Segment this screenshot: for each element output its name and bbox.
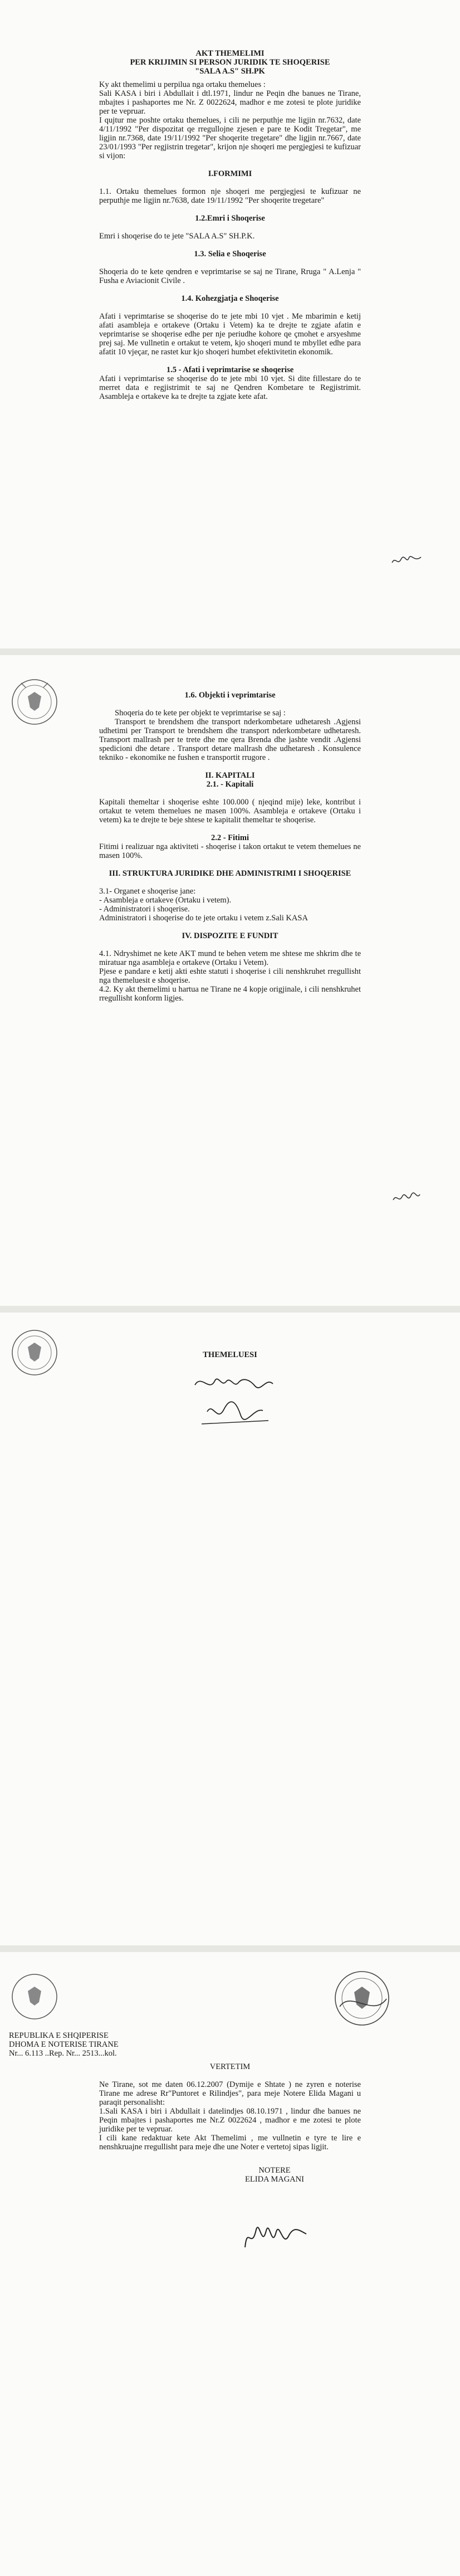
notary-chamber: DHOMA E NOTERISE TIRANE [9,2040,119,2049]
section-struktura-item: 3.1- Organet e shoqerise jane: [99,887,196,896]
section-dispozite-text-3: 4.2. Ky akt themelimi u hartua ne Tirane ne 4 kopje origjinale, i cili nenshkruhet rregullisht konform ligjes. [99,985,361,1003]
section-kapitali-heading: II. KAPITALI [205,771,255,780]
section-afati-heading: 1.5 - Afati i veprimtarise se shoqerise [166,365,294,374]
page1-initials-signature [390,552,423,571]
notary-republic: REPUBLIKA E SHQIPERISE [9,2031,109,2040]
notary-reg-number: Nr... 6.113 ..Rep. Nr... 2513...kol. [9,2049,117,2058]
section-emri-heading: 1.2.Emri i Shoqerise [195,214,265,223]
seal-stamp [9,1970,60,2023]
section-fitimi-heading: 2.2 - Fitimi [211,833,249,842]
section-struktura-heading: III. STRUKTURA JURIDIKE DHE ADMINISTRIMI I SHOQERISE [109,869,351,878]
section-dispozite-heading: IV. DISPOZITE E FUNDIT [182,931,278,940]
page-separator [0,648,460,655]
section-kohezgjatja-text: Afati i veprimtarise se shoqerise do te jete mbi 10 vjet . Me mbarimin e ketij afati asambleja e ortakeve (Ortaku i Vetem) ka te drejte te zgjate afatin e veprimtarise se shoqerise edhe per nje periudhe kohore qe çmohet e arsyeshme prej saj. Me vullnetin e ortakut te vetem, kjo shoqeri mund te mbyllet edhe para afatit 10 vjeçar, ne rastet kur kjo shoqeri humbet efektivitetin ekonomik. [99,312,361,357]
section-formimi-text: 1.1. Ortaku themelues formon nje shoqeri me pergjegjesi te kufizuar ne perputhje me ligjin nr.7638, date 19/11/1992 "Per shoqerite tregetare" [99,187,361,205]
verification-heading: VERTETIM [209,2062,251,2071]
notary-title: NOTERE [258,2166,291,2175]
founders-label: THEMELUESI [203,1350,257,1359]
title-line-1: AKT THEMELIMI [195,49,265,58]
title-line-3: "SALA A.S" SH.PK [195,67,265,76]
notary-signature [239,2214,312,2261]
verification-closing: I cili kane redaktuar kete Akt Themelimi , me vullnetin e tyre te lire e nenshkruajne rregullisht para meje dhe une Noter e vertetoj sipas ligjit. [99,2134,361,2151]
section-objekti-heading: 1.6. Objekti i veprimtarise [184,691,276,700]
page1-body [99,80,361,401]
intro-text: Ky akt themelimi u perpilua nga ortaku themelues : [99,80,266,89]
section-formimi-heading: I.FORMIMI [208,169,252,178]
section-emri-text: Emri i shoqerise do te jete "SALA A.S" SH.P.K. [99,232,255,241]
page2-body [99,691,361,1003]
verification-person: 1.Sali KASA i biri i Abdullait i datelindjes 08.10.1971 , lindur dhe banues ne Peqin mbajtes i pashaportes me Nr.Z 0022624 , madhor e me zotesi te plote juridike per te vepruar. [99,2107,361,2134]
page-separator [0,1306,460,1313]
section-objekti-intro: Shoqeria do te kete per objekt te veprimtarise se saj : [115,709,286,718]
title-block [0,49,460,76]
notary-name: ELIDA MAGANI [245,2175,304,2184]
section-afati-text: Afati i veprimtarise se shoqerise do te jete mbi 10 vjet. Si dite fillestare do te merret data e regjistrimit te saj ne Qendren Kombetare te Regjistrimit. Asambleja e ortakeve ka te drejte ta zgjate kete afat. [99,374,361,401]
section-fitimi-text: Fitimi i realizuar nga aktiviteti - shoqerise i takon ortakut te vetem themelues ne masen 100%. [99,842,361,860]
section-objekti-text: Transport te brendshem dhe transport nderkombetare udhetaresh .Agjensi udhetimi per Transport te brendshem dhe transport nderkombetare udhetaresh. Transport mallrash per te trete dhe me qera Brenda dhe jashte vendit .Agjensi spedicioni dhe detare . Transport detare mallrash dhe udhetaresh . Konsulence tekniko - ekonomike ne fushen e transportit rrugore . [99,718,361,762]
document-page-1 [0,0,460,648]
verification-text: Ne Tirane, sot me daten 06.12.2007 (Dymije e Shtate ) ne zyren e noterise Tirane me adrese Rr"Puntoret e Rilindjes", para meje Notere Elida Magani u paraqit personalisht: [99,2080,361,2107]
section-kapitali-sub-heading: 2.1. - Kapitali [206,780,254,789]
founder-text: Sali KASA i biri i Abdullait i dtl.1971, lindur ne Peqin dhe banues ne Tirane, mbajtes i pashaportes me Nr. Z 0022624, madhor e me zotesi te plote juridike per te vepruar. [99,89,361,116]
section-selia-text: Shoqeria do te kete qendren e veprimtarise se saj ne Tirane, Rruga " A.Lenja " Fusha e Aviacionit Civile . [99,267,361,285]
title-line-2: PER KRIJIMIN SI PERSON JURIDIK TE SHOQERISE [130,58,330,67]
notary-header [9,2031,176,2058]
section-kapitali-text: Kapitali themeltar i shoqerise eshte 100.000 ( njeqind mije) leke, kontribut i ortakut te vetem themelues ne masen 100%. Asambleja e ortakeve (Ortaku i vetem) ka te drejte te beje shtese te kapitalit themeltar te shoqerise. [99,798,361,824]
section-selia-heading: 1.3. Selia e Shoqerise [194,250,266,258]
section-dispozite-text-1: 4.1. Ndryshimet ne kete AKT mund te behen vetem me shtese me shkrim dhe te miratuar nga asambleja e ortakeve (Ortaku i Vetem). [99,949,361,967]
section-kohezgjatja-heading: 1.4. Kohezgjatja e Shoqerise [181,294,279,303]
section-dispozite-text-2: Pjese e pandare e ketij akti eshte statuti i shoqerise i cili nenshkruhet rregullisht nga themeluesit e shoqerise. [99,967,361,985]
notary-seal-stamp [329,1968,395,2029]
section-struktura-item: - Administratori i shoqerise. [99,905,190,914]
verification-body [99,2062,361,2184]
founder-signature-name [207,1378,249,1389]
page2-initials-signature [390,1190,423,1209]
section-struktura-item: - Asambleja e ortakeve (Ortaku i vetem). [99,896,232,905]
document-page-3 [0,1313,460,1945]
page-separator [0,1945,460,1952]
section-struktura-item: Administratori i shoqerise do te jete ortaku i vetem z.Sali KASA [99,914,308,923]
document-page-2 [0,655,460,1306]
document-page-4 [0,1952,460,2576]
seal-stamp [9,675,60,729]
conformity-text: I qujtur me poshte ortaku themelues, i cili ne perputhje me ligjin nr.7632, date 4/11/1992 "Per dispozitat qe rregullojne zjesen e pare te Kodit Tregetar", me ligjin nr.7368, date 19/11/1992 "Per shoqerite tregetare" dhe ligjin nr.7667, date 23/01/1993 "Per regjistrin tregetar", krijon nje shoqeri me pergjegjesi te kufizuar si vijon: [99,116,361,160]
